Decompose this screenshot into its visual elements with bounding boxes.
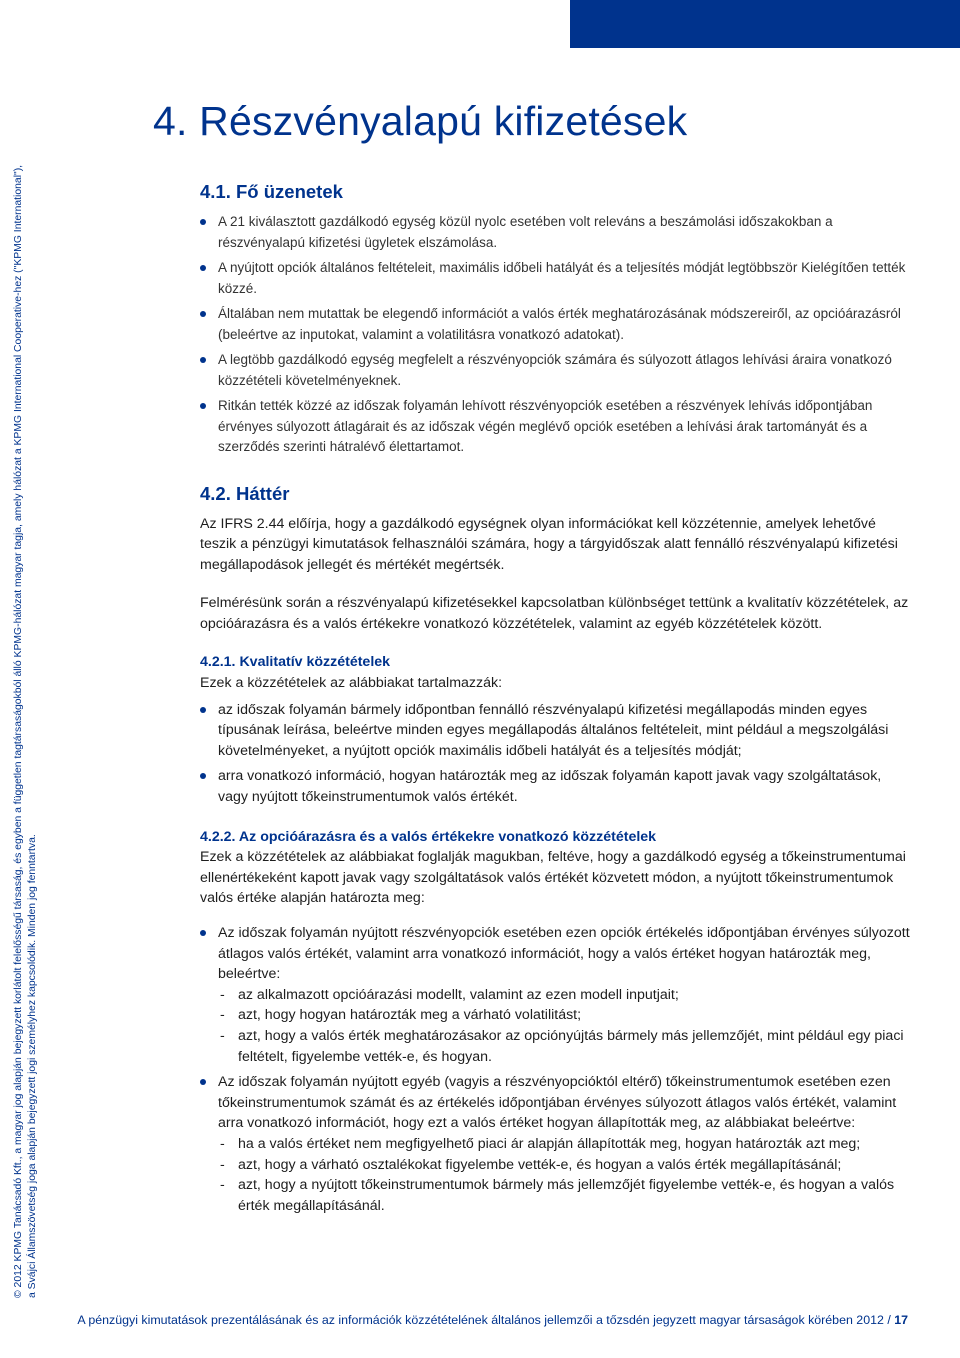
sub-list-item: - azt, hogy a valós érték meghatározásakor az opciónyújtás bármely más jellemzőjét, mint például egy piaci feltételt, figyelembe vették-e, és hogyan. bbox=[218, 1026, 910, 1067]
qualitative-list bbox=[200, 700, 910, 808]
list-item bbox=[200, 1072, 910, 1216]
subsection-heading-4-2-2: 4.2.2. Az opcióárazásra és a valós értékekre vonatkozó közzétételek bbox=[200, 828, 657, 845]
header-color-band bbox=[570, 0, 960, 48]
pricing-intro: Ezek a közzétételek az alábbiakat foglalják magukban, feltéve, hogy a gazdálkodó egység a tőkeinstrumentumai ellenértékeként kapott javak vagy szolgáltatások valós értékét közvetett módon, a nyújtott tőkeinstrumentumok valós értéke alapján határozta meg: bbox=[200, 849, 906, 907]
copyright-line-1: © 2012 KPMG Tanácsadó Kft., a magyar jog alapján bejegyzett korlátolt felelősségű társaság, és egyben a független tagtársaságokból álló KPMG-hálózat magyar tagja, amely hálózat a KPMG International Cooperative-hez ("KPMG International"), bbox=[13, 164, 24, 1298]
list-item: Általában nem mutattak be elegendő információt a valós érték meghatározásának módszereiről, az opcióárazásról (beleértve az inputokat, valamint a volatilitásra vonatkozó adatokat). bbox=[200, 304, 910, 345]
sub-list-item: - azt, hogy a várható osztalékokat figyelembe vették-e, és hogyan a valós érték megállapításánál; bbox=[218, 1155, 910, 1176]
list-item: az időszak folyamán bármely időpontban fennálló részvényalapú kifizetési megállapodás minden egyes típusának leírása, beleértve minden egyes megállapodás általános feltételeit, mint például a megszolgálási követelményeket, a nyújtott opciók maximális időbeli hatályát és a teljesítés módját; bbox=[200, 700, 910, 762]
list-item-text: Az időszak folyamán nyújtott egyéb (vagyis a részvényopcióktól eltérő) tőkeinstrumentumok esetében ezen tőkeinstrumentumok számát és az értékelés időpontjában érvényes súlyozott átlagos valós értékét, valamint arra vonatkozó információt, hogy ezt a valós értéket hogyan állapították meg, az alábbiakat beleértve: bbox=[218, 1074, 897, 1132]
list-item bbox=[200, 923, 910, 1067]
subsection-heading-4-2-1: 4.2.1. Kvalitatív közzétételek bbox=[200, 654, 391, 671]
pricing-list bbox=[200, 923, 910, 1216]
list-item: A legtöbb gazdálkodó egység megfelelt a részvényopciók számára és súlyozott átlagos lehívási áraira vonatkozó közzétételi követelményeknek. bbox=[200, 350, 910, 391]
qualitative-intro: Ezek a közzétételek az alábbiakat tartalmazzák: bbox=[200, 675, 503, 692]
sub-list-item: - ha a valós értéket nem megfigyelhető piaci ár alapján állapították meg, hogyan határozták azt meg; bbox=[218, 1134, 910, 1155]
main-content bbox=[200, 180, 910, 1221]
list-item: arra vonatkozó információ, hogyan határozták meg az időszak folyamán kapott javak vagy szolgáltatások, vagy nyújtott tőkeinstrumentumok valós értékét. bbox=[200, 766, 910, 807]
copyright-sidebar bbox=[12, 158, 40, 1298]
copyright-line-2: a Svájci Államszövetség joga alapján bejegyzett jogi személyhez kapcsolódik. Minden jog fenntartva. bbox=[27, 834, 38, 1298]
background-paragraph-2: Felmérésünk során a részvényalapú kifizetésekkel kapcsolatban különbséget tettünk a kvalitatív közzétételek, az opcióárazásra és a valós értékekre vonatkozó közzétételek, valamint az egyéb közzétételek között. bbox=[200, 595, 909, 632]
sub-list-item: - azt, hogy hogyan határozták meg a várható volatilitást; bbox=[218, 1005, 910, 1026]
list-item-text: Az időszak folyamán nyújtott részvényopciók esetében ezen opciók értékelés időpontjában érvényes súlyozott átlagos valós értékét, valamint arra vonatkozó információt, hogy a valós értéket hogyan határozták meg, beleértve: bbox=[218, 925, 910, 983]
footer-separator: / bbox=[883, 1313, 895, 1327]
list-item: A nyújtott opciók általános feltételeit, maximális időbeli hatályát és a teljesítés módját legtöbbször Kielégítően tették közzé. bbox=[200, 258, 910, 299]
page-title: 4. Részvényalapú kifizetések bbox=[153, 98, 688, 144]
sub-list-item: - az alkalmazott opcióárazási modellt, valamint az ezen modell inputjait; bbox=[218, 985, 910, 1006]
footer-text: A pénzügyi kimutatások prezentálásának és az információk közzétételének általános jellemzői a tőzsdén jegyzett magyar társaságok körében 2012 bbox=[77, 1313, 884, 1327]
sub-list bbox=[218, 985, 910, 1067]
background-paragraph-1: Az IFRS 2.44 előírja, hogy a gazdálkodó egységnek olyan információkat kell közzétennie, amelyek lehetővé teszik a pénzügyi kimutatások felhasználói számára, hogy a tárgyidőszak alatt fennálló részvényalapú kifizetési megállapodások jellegét és mértékét megértsék. bbox=[200, 515, 898, 573]
key-messages-list bbox=[200, 212, 910, 458]
sub-list bbox=[218, 1134, 910, 1216]
sub-list-item: - azt, hogy a nyújtott tőkeinstrumentumok bármely más jellemzőjét figyelembe vették-e, és hogyan a valós érték megállapításánál. bbox=[218, 1175, 910, 1216]
list-item: Ritkán tették közzé az időszak folyamán lehívott részvényopciók esetében a részvények lehívás időpontjában érvényes súlyozott átlagárait és az időszak végén meglévő opciók esetében a lehívási árak tartományát és a szerződés szerinti hátralévő élettartamot. bbox=[200, 396, 910, 458]
section-heading-4-2: 4.2. Háttér bbox=[200, 482, 290, 504]
section-heading-4-1: 4.1. Fő üzenetek bbox=[200, 181, 343, 202]
page-footer bbox=[77, 1313, 908, 1327]
page-number: 17 bbox=[894, 1313, 908, 1327]
list-item: A 21 kiválasztott gazdálkodó egység közül nyolc esetében volt releváns a beszámolási időszakokban a részvényalapú kifizetési ügyletek elszámolása. bbox=[200, 212, 910, 253]
